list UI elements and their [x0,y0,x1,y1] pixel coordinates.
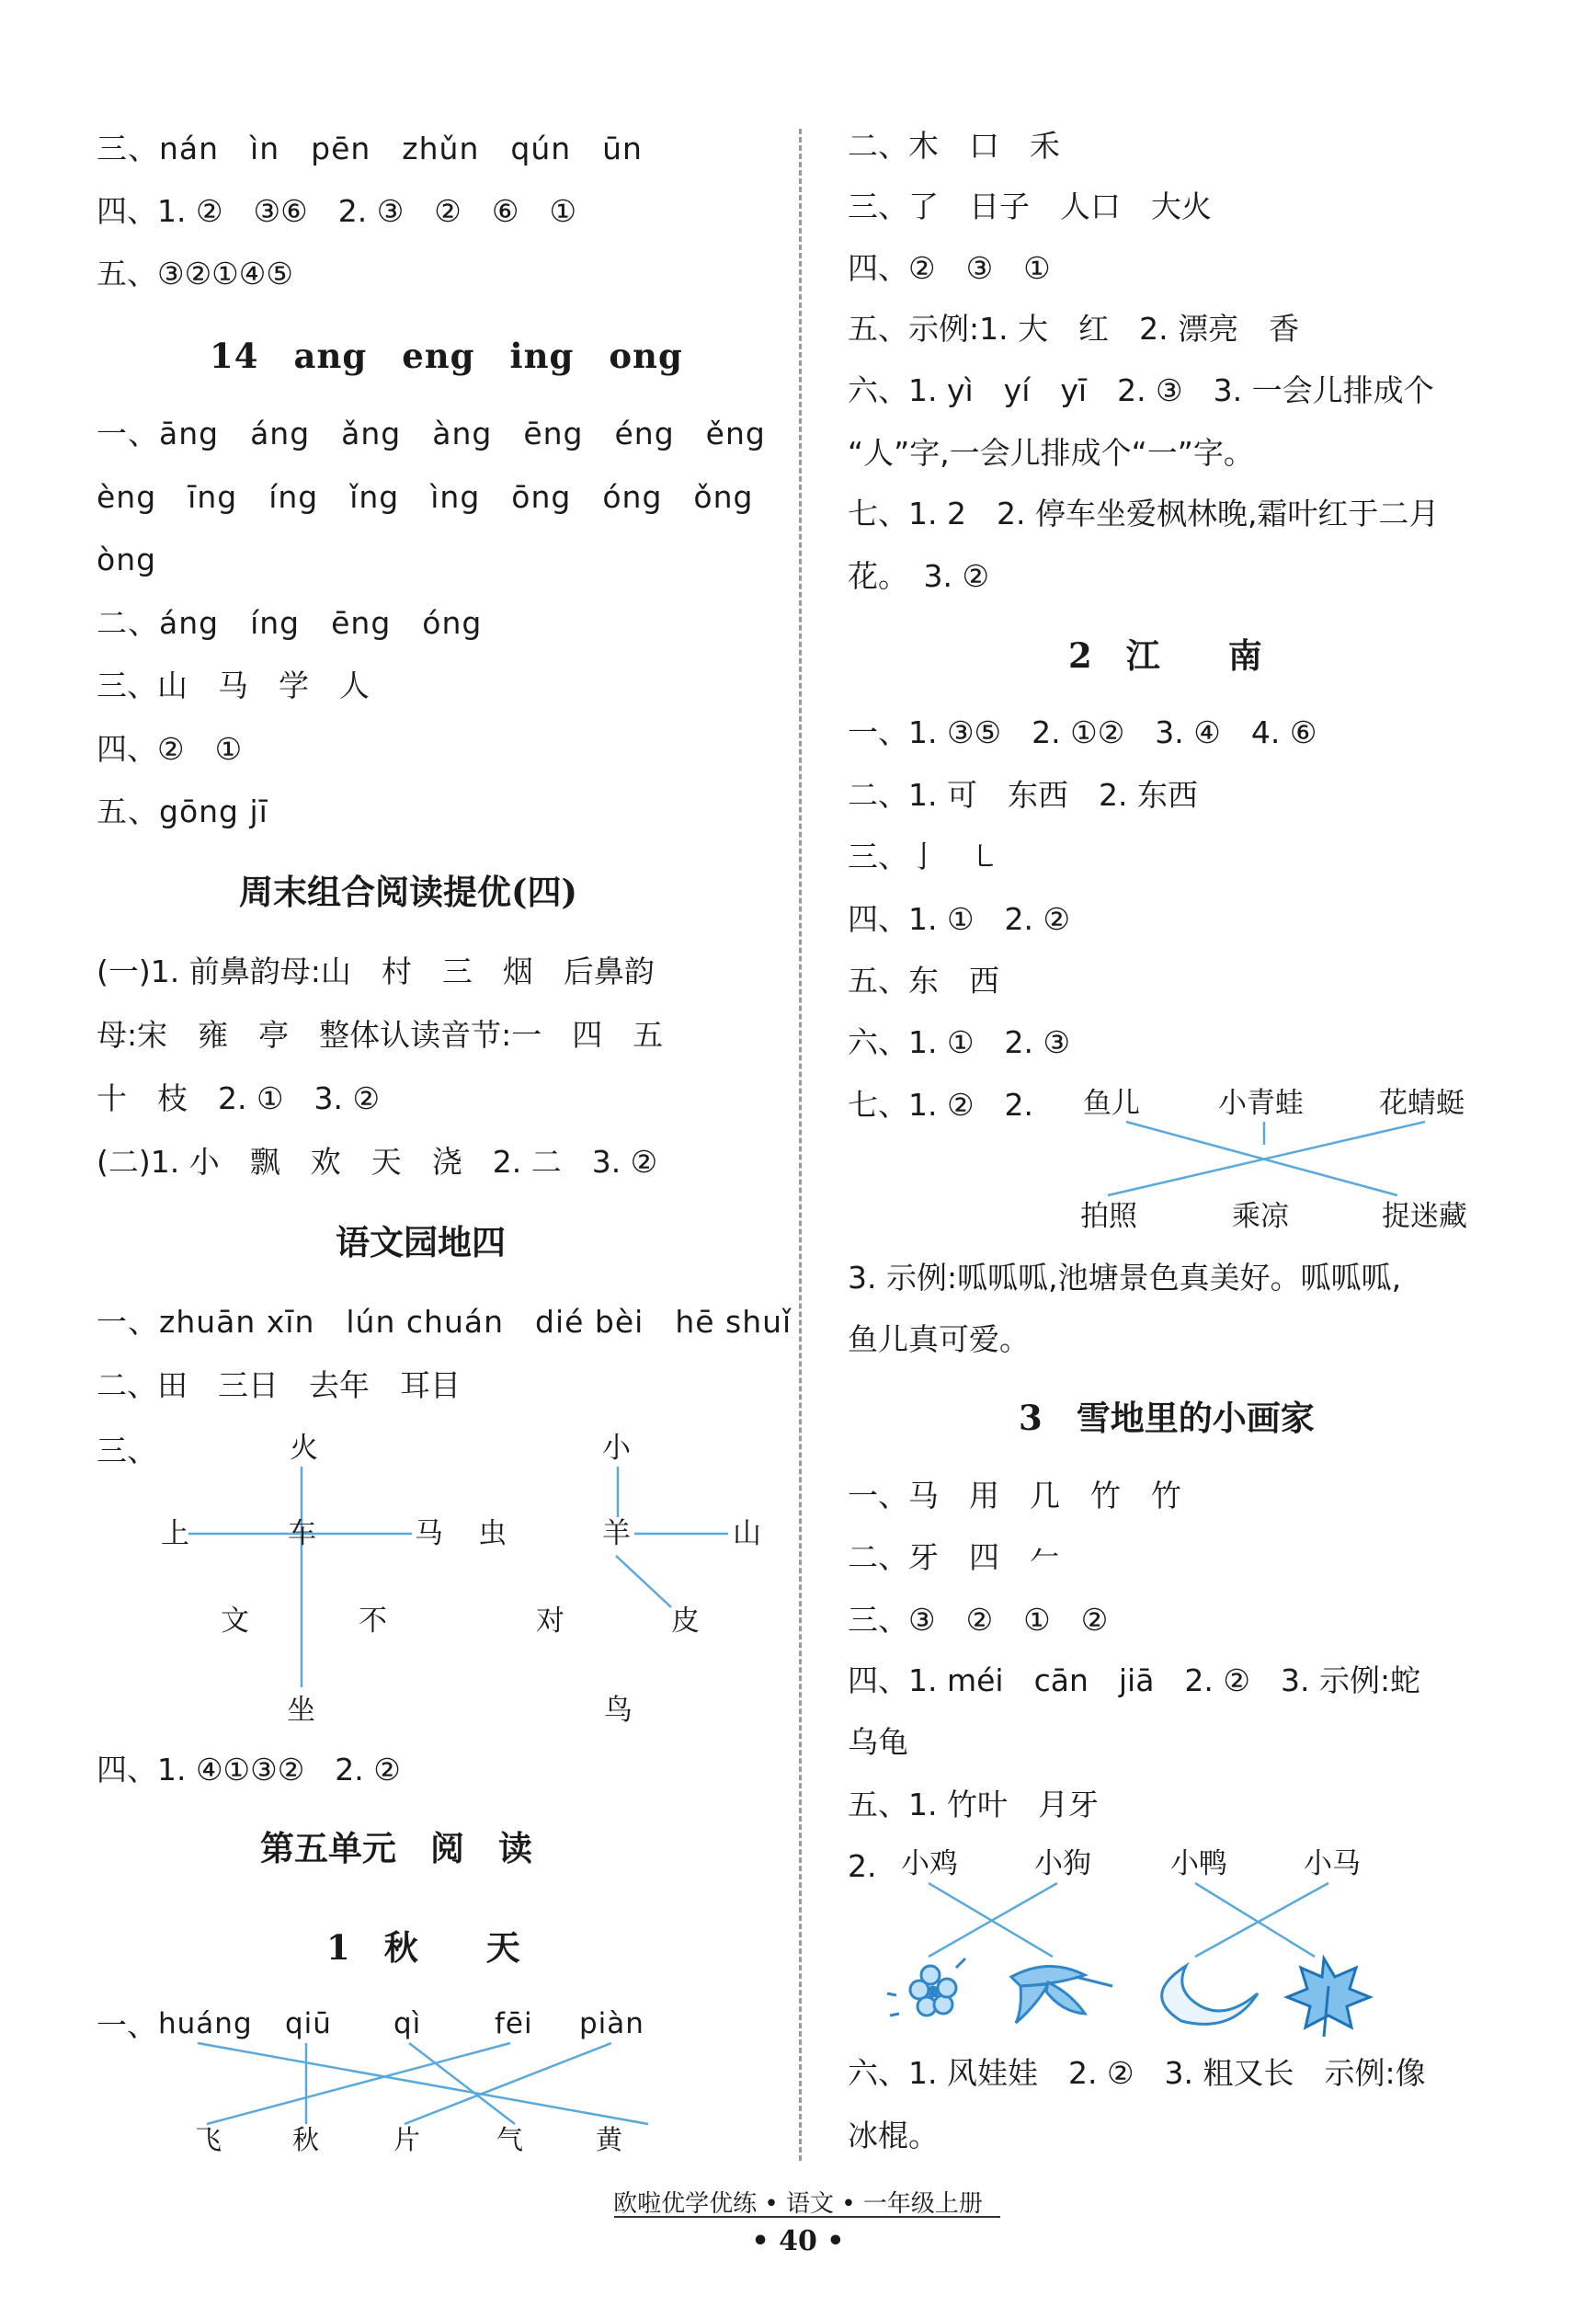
lesson-title: 3 雪地里的小画家 [1019,1398,1315,1438]
answer-line: 一、1. ③⑤ 2. ①② 3. ④ 4. ⑥ [848,714,1317,750]
lesson-title: 1 秋 天 [326,1927,520,1968]
answer-line: 四、1. ② ③⑥ 2. ③ ② ⑥ ① [97,193,577,229]
char-dui: 对 [536,1605,564,1638]
answer-line: 一、āng áng ǎng àng ēng éng ěng [97,416,766,451]
answer-line: 二、áng íng ēng óng [97,605,483,641]
answer-line: 四、② ③ ① [848,250,1051,286]
answer-line: 冰棍。 [848,2118,939,2153]
answer-line: (二)1. 小 飘 欢 天 浇 2. 二 3. ② [97,1144,658,1180]
answer-line: 二、1. 可 东西 2. 东西 [848,777,1198,813]
answer-line: 六、1. 风娃娃 2. ② 3. 粗又长 示例:像 [848,2055,1426,2091]
pinyin-qi: qì [393,2007,422,2040]
match-dragonfly: 花蜻蜓 [1379,1087,1465,1120]
lesson-title: 2 江 南 [1068,635,1262,676]
answer-line: 母:宋 雍 亭 整体认读音节:一 四 五 [97,1017,664,1053]
answer-line: “人”字,一会儿排成个“一”字。 [848,435,1254,471]
char-fly: 飞 [195,2124,222,2155]
answer-line: 鱼儿真可爱。 [848,1321,1030,1357]
char-bird: 鸟 [604,1694,633,1727]
char-bug: 虫 [478,1517,507,1550]
animal-horse: 小马 [1304,1847,1361,1880]
animal-dog: 小狗 [1034,1847,1091,1880]
answer-line: 三、nán ìn pēn zhǔn qún ūn [97,131,643,166]
section-title: 周末组合阅读提优(四) [239,872,578,912]
answer-line: 四、1. ① 2. ② [848,901,1071,937]
char-car: 车 [288,1517,316,1550]
pinyin-fei: fēi [495,2007,533,2040]
char-sheep: 羊 [602,1517,631,1550]
answer-line: 十 枝 2. ① 3. ② [97,1080,381,1116]
match-photo: 拍照 [1080,1200,1137,1233]
pinyin-qiu: qiū [285,2007,332,2040]
char-wen: 文 [221,1605,249,1638]
answer-line: 五、1. 竹叶 月牙 [848,1787,1099,1822]
plum-blossom-icon [887,1959,965,2016]
answer-line: 花。 3. ② [848,558,990,594]
char-air: 气 [496,2124,524,2155]
char-piece: 片 [393,2124,421,2155]
answer-line: 一、 [97,2007,157,2043]
char-sit: 坐 [287,1694,315,1727]
crescent-moon-icon [1162,1966,1258,2024]
char-autumn: 秋 [292,2124,320,2155]
answer-line: 六、1. yì yí yī 2. ③ 3. 一会儿排成个 [848,372,1434,408]
answer-line: 四、1. méi cān jiā 2. ② 3. 示例:蛇 [848,1662,1421,1698]
answer-line: 五、示例:1. 大 红 2. 漂亮 香 [848,311,1300,347]
answer-line: 三、山 马 学 人 [97,668,370,703]
footer-rule [614,2216,1000,2218]
section-title: 14 ang eng ing ong [210,336,683,376]
unit-title: 第五单元 阅 读 [260,1828,532,1868]
answer-line: (一)1. 前鼻韵母:山 村 三 烟 后鼻韵 [97,954,655,989]
animal-chick: 小鸡 [901,1847,958,1880]
section-title: 语文园地四 [336,1222,506,1262]
answer-line: 七、1. ② 2. [848,1087,1034,1123]
answer-line: 四、② ① [97,731,243,767]
char-mountain: 山 [733,1517,761,1550]
answer-line: 三、了 日子 人口 大火 [848,188,1212,224]
bamboo-leaf-icon [1011,1966,1112,2023]
match-hide-seek: 捉迷藏 [1382,1200,1467,1233]
char-horse: 马 [415,1517,443,1550]
pinyin-pian: piàn [579,2007,644,2040]
answer-line: 四、1. ④①③② 2. ② [97,1752,401,1787]
char-not: 不 [359,1605,387,1638]
match-fish: 鱼儿 [1083,1087,1140,1120]
answer-line: 五、gōng jī [97,794,268,829]
page-number: • 40 • [751,2225,845,2257]
answer-line: 二、田 三日 去年 耳目 [97,1367,461,1403]
char-yellow: 黄 [596,2124,623,2155]
char-skin: 皮 [671,1605,700,1638]
answer-line: 3. 示例:呱呱呱,池塘景色真美好。呱呱呱, [848,1260,1402,1296]
answer-line: 六、1. ① 2. ③ [848,1024,1071,1060]
answer-line: 七、1. 2 2. 停车坐爱枫林晚,霜叶红于二月 [848,496,1440,531]
answer-line: 五、东 西 [848,963,999,999]
answer-line: 三、 [97,1433,157,1468]
answer-line: 三、③ ② ① ② [848,1602,1109,1638]
maple-leaf-icon [1287,1959,1370,2037]
animal-duck: 小鸭 [1170,1847,1227,1880]
pinyin-huang: huáng [158,2007,253,2040]
match-shade: 乘凉 [1232,1200,1289,1233]
answer-line: 二、木 口 禾 [848,128,1060,164]
char-fire: 火 [290,1432,318,1465]
match-frog: 小青蛙 [1218,1087,1304,1120]
answer-line: èng īng íng ǐng ìng ōng óng ǒng [97,479,754,515]
answer-line: 2. [848,1848,877,1884]
book-info: 欧啦优学优练 • 语文 • 一年级上册 [613,2190,983,2218]
answer-line: òng [97,542,157,577]
char-up: 上 [161,1517,189,1550]
char-small: 小 [602,1432,631,1465]
answer-line: 二、牙 四 𠂉 [848,1539,1060,1575]
answer-line: 三、亅 ㇄ [848,839,999,874]
answer-line: 一、马 用 几 竹 竹 [848,1478,1181,1513]
answer-line: 乌龟 [848,1724,908,1760]
answer-line: 五、③②①④⑤ [97,256,293,291]
answer-line: 一、zhuān xīn lún chuán dié bèi hē shuǐ [97,1304,792,1340]
